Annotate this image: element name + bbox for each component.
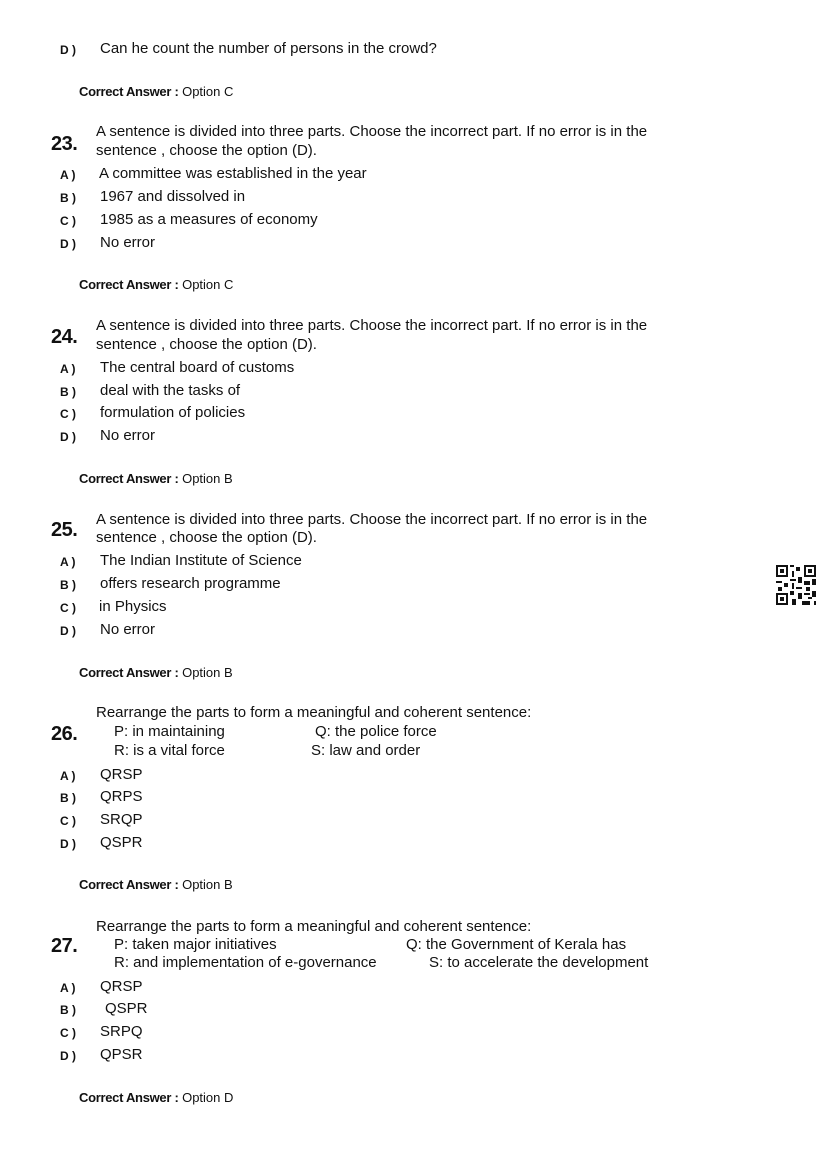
option-text: No error (100, 621, 156, 638)
option-label: D ) (60, 1049, 76, 1063)
question-number: 26. (51, 723, 78, 745)
part-q: Q: the police force (315, 723, 437, 740)
option-label: A ) (60, 555, 76, 569)
option-label: C ) (60, 1026, 76, 1040)
option-label: D ) (60, 624, 76, 638)
option-label: D ) (60, 237, 76, 251)
option-label: D ) (60, 837, 76, 851)
option-label: B ) (60, 385, 76, 399)
option-text: The central board of customs (100, 359, 295, 376)
option-text: No error (100, 234, 156, 251)
correct-answer-value: Option B (182, 471, 233, 486)
question-text: sentence , choose the option (D). (96, 142, 317, 159)
correct-answer (79, 470, 233, 488)
option-text: The Indian Institute of Science (100, 552, 302, 569)
correct-answer-value: Option D (182, 1090, 234, 1105)
correct-answer (79, 276, 233, 294)
option-text: QRPS (100, 788, 143, 805)
question-number: 23. (51, 133, 78, 155)
part-r: R: is a vital force (114, 742, 225, 759)
question-text: sentence , choose the option (D). (96, 336, 317, 353)
correct-answer (79, 83, 233, 101)
option-label: B ) (60, 191, 76, 205)
question-text: A sentence is divided into three parts. Choose the incorrect part. If no error is in the (96, 511, 648, 528)
correct-answer-value: Option B (182, 877, 233, 892)
correct-answer (79, 1089, 233, 1107)
option-text: QPSR (100, 1046, 143, 1063)
correct-answer-label: Correct Answer : (79, 471, 179, 486)
option-text: A committee was established in the year (99, 165, 367, 182)
correct-answer-label: Correct Answer : (79, 1090, 179, 1105)
correct-answer-value: Option B (182, 665, 233, 680)
option-text: Can he count the number of persons in the crowd? (100, 40, 437, 57)
option-text: SRPQ (100, 1023, 143, 1040)
option-label: A ) (60, 981, 76, 995)
option-text: formulation of policies (100, 404, 246, 421)
option-text: 1967 and dissolved in (100, 188, 246, 205)
option-text: QRSP (100, 978, 143, 995)
option-text: deal with the tasks of (100, 382, 241, 399)
part-p: P: in maintaining (114, 723, 225, 740)
question-number: 24. (51, 326, 78, 348)
correct-answer-label: Correct Answer : (79, 877, 179, 892)
option-label: B ) (60, 1003, 76, 1017)
question-text: Rearrange the parts to form a meaningful and coherent sentence: (96, 918, 532, 935)
option-text: QSPR (100, 834, 143, 851)
option-label: B ) (60, 578, 76, 592)
question-text: A sentence is divided into three parts. Choose the incorrect part. If no error is in the (96, 123, 648, 140)
option-text: QRSP (100, 766, 143, 783)
option-label: A ) (60, 769, 76, 783)
option-text: No error (100, 427, 156, 444)
question-text: A sentence is divided into three parts. Choose the incorrect part. If no error is in the (96, 317, 648, 334)
question-text: sentence , choose the option (D). (96, 529, 317, 546)
correct-answer-value: Option C (182, 84, 234, 99)
part-s: S: law and order (311, 742, 421, 759)
option-label: D ) (60, 430, 76, 444)
question-number: 27. (51, 935, 78, 957)
option-label: D ) (60, 43, 76, 57)
question-text: Rearrange the parts to form a meaningful and coherent sentence: (96, 704, 532, 721)
option-text: 1985 as a measures of economy (100, 211, 318, 228)
option-label: C ) (60, 814, 76, 828)
correct-answer-label: Correct Answer : (79, 277, 179, 292)
part-r: R: and implementation of e-governance (114, 954, 377, 971)
option-label: C ) (60, 601, 76, 615)
option-label: A ) (60, 168, 76, 182)
part-s: S: to accelerate the development (429, 954, 649, 971)
option-text: offers research programme (100, 575, 281, 592)
option-label: A ) (60, 362, 76, 376)
part-q: Q: the Government of Kerala has (406, 936, 627, 953)
qr-code-icon (776, 565, 816, 605)
option-text: in Physics (99, 598, 167, 615)
option-label: C ) (60, 407, 76, 421)
correct-answer-value: Option C (182, 277, 234, 292)
option-text: QSPR (105, 1000, 148, 1017)
option-text: SRQP (100, 811, 143, 828)
part-p: P: taken major initiatives (114, 936, 277, 953)
correct-answer-label: Correct Answer : (79, 665, 179, 680)
correct-answer (79, 876, 233, 894)
option-label: B ) (60, 791, 76, 805)
correct-answer-label: Correct Answer : (79, 84, 179, 99)
option-label: C ) (60, 214, 76, 228)
correct-answer (79, 664, 233, 682)
question-number: 25. (51, 519, 78, 541)
